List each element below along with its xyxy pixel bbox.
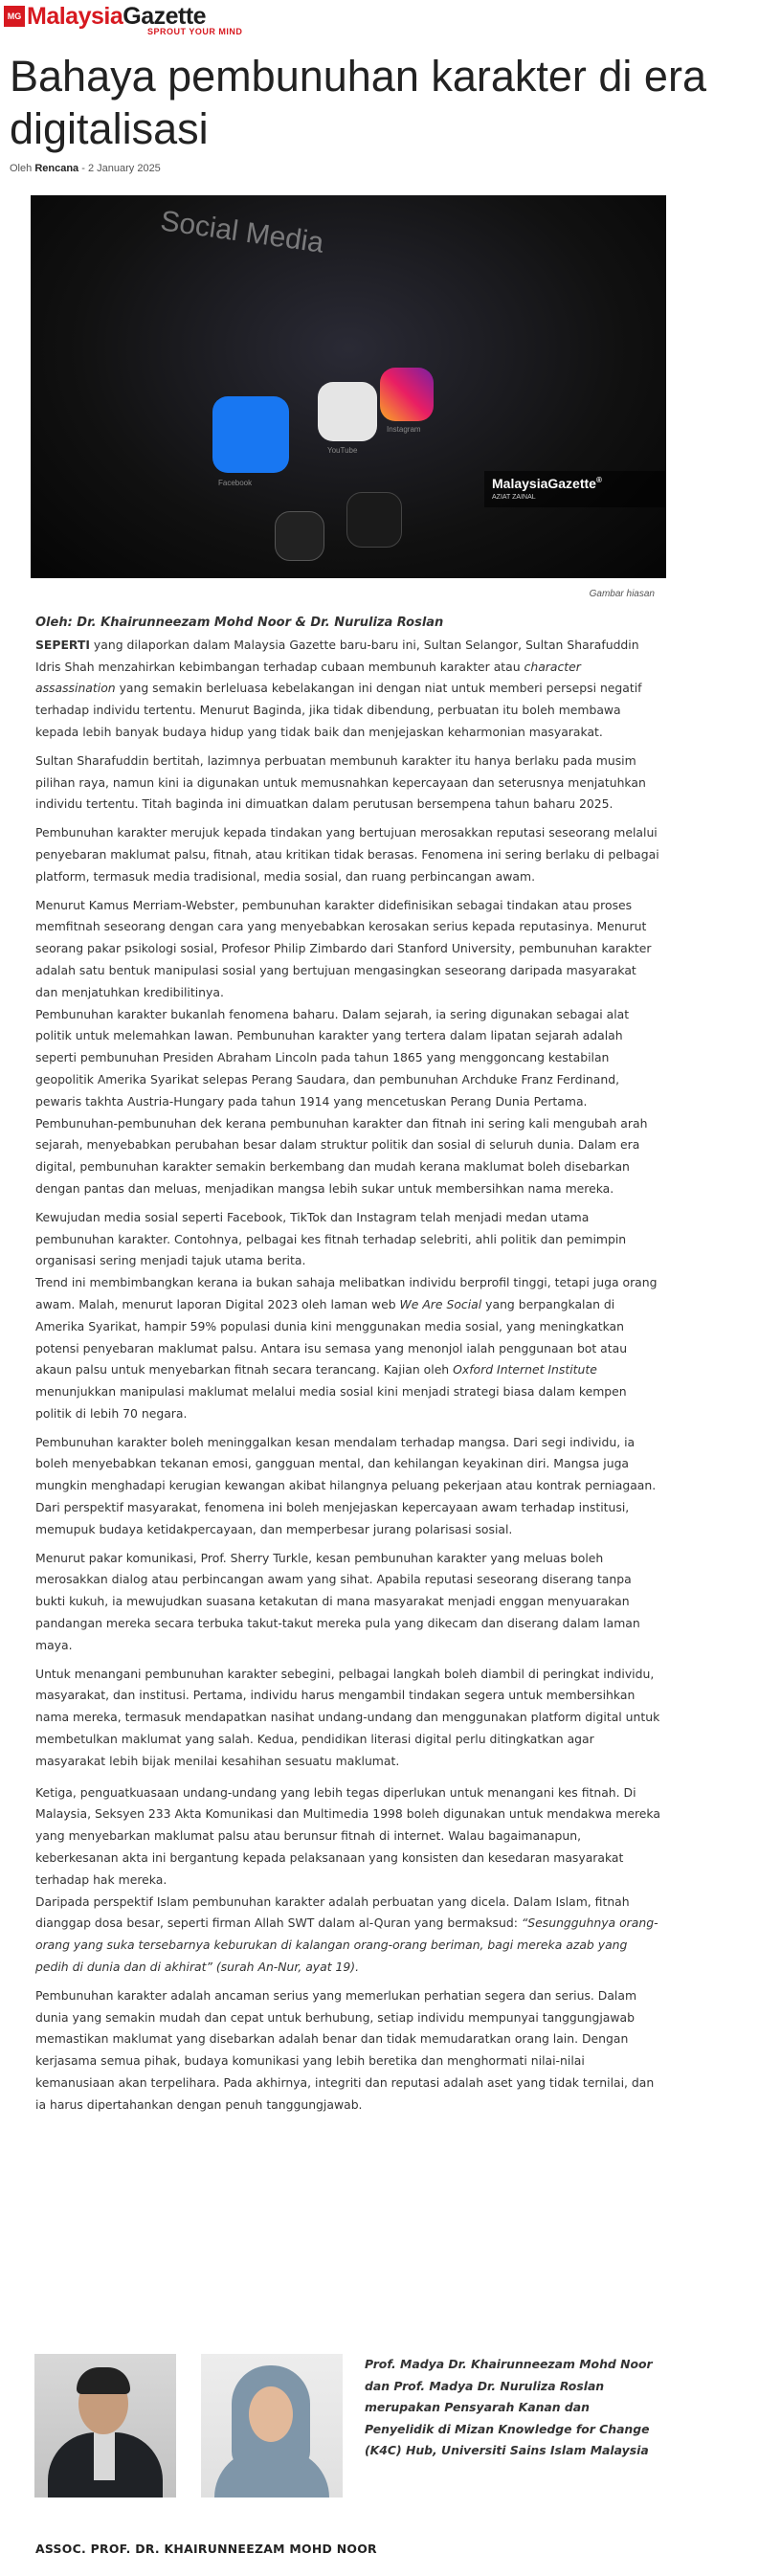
image-caption: Gambar hiasan [589,589,655,599]
site-header [0,0,781,44]
byline-prefix: Oleh [10,163,33,174]
author-photo-khairunneezam [34,2354,176,2498]
site-tagline: SPROUT YOUR MIND [147,27,243,36]
image-watermark [484,471,666,507]
paragraph-7: Kewujudan media sosial seperti Facebook, TikTok dan Instagram telah menjadi medan utama pembunuhan karakter. Contohnya, pelbagai kes fitnah terhadap selebriti, ahli politik dan pemimpin organisasi sering menjadi tajuk utama berita. [35,1209,627,1268]
byline-date: 2 January 2025 [87,163,161,174]
author-bio: Prof. Madya Dr. Khairunneezam Mohd Noor dan Prof. Madya Dr. Nuruliza Roslan merupakan Pensyarah Kanan dan Penyelidik di Mizan Knowledge for Change (K4C) Hub, Universiti Sains Islam Malaysia [365,2357,653,2457]
logo-part-1: Malaysia [27,3,123,30]
paragraph-10: Menurut pakar komunikasi, Prof. Sherry Turkle, kesan pembunuhan karakter yang meluas boleh merosakkan dialog atau perbincangan awam yang sihat. Apabila reputasi seseorang diserang tanpa bukti kukuh, ia mewujudkan suasana ketakutan di mana masyarakat menjadi enggan menyuarakan pandangan mereka secara terbuka takut-takut mereka pula yang dikecam dan diserang dalam laman maya. [35,1550,640,1652]
paragraph-3: Pembunuhan karakter merujuk kepada tindakan yang bertujuan merosakkan reputasi seseorang melalui penyebaran maklumat palsu, fitnah, atau kritikan tidak berasas. Fenomena ini sering berlaku di pelbagai platform, termasuk media tradisional, media sosial, dan ruang perbincangan awam. [35,825,659,884]
logo-mark-icon: MG [4,6,25,27]
byline-separator: - [81,163,85,174]
paragraph-13: Daripada perspektif Islam pembunuhan karakter adalah perbuatan yang dicela. Dalam Islam, fitnah dianggap dosa besar, seperti firman Allah SWT dalam al-Quran yang bermaksud: “Sesungguhnya orang-orang yang suka tersebarnya keburukan di kalangan orang-orang beriman, bagi mereka azab yang pedih di dunia dan di akhirat” (surah An-Nur, ayat 19). [35,1893,658,1975]
logo-wordmark [27,4,206,29]
site-logo[interactable] [4,4,206,29]
paragraph-14: Pembunuhan karakter adalah ancaman serius yang memerlukan perhatian segera dan serius. Dalam dunia yang semakin mudah dan cepat untuk berhubung, setiap individu mempunyai tanggungjawab memastikan maklumat yang disebarkan adalah benar dan tidak memudaratkan orang lain. Dengan kerjasama semua pihak, budaya komunikasi yang lebih beretika dan menghormati nilai-nilai kemanusiaan akan terpelihara. Pada akhirnya, integriti dan reputasi adalah aset yang tidak ternilai, dan ia harus dipertahankan dengan penuh tanggungjawab. [35,1987,655,2112]
paragraph-8: Trend ini membimbangkan kerana ia bukan sahaja melibatkan individu berprofil tinggi, tetapi juga orang awam. Malah, menurut laporan Digital 2023 oleh laman web We Are Social yang berpangkalan di Amerika Syarikat, hampir 59% populasi dunia kini menggunakan media sosial, yang meningkatkan potensi penyebaran maklumat palsu. Antara isu semasa yang menonjol ialah penggunaan bot atau akaun palsu untuk menyebarkan fitnah secara terancang. Kajian oleh Oxford Internet Institute menunjukkan manipulasi maklumat melalui media sosial kini menjadi strategi biasa dalam kempen politik di lebih 70 negara. [35,1275,658,1421]
article-title: Bahaya pembunuhan karakter di era digitalisasi [10,52,706,153]
logo-part-2: Gazette [123,3,207,30]
paragraph-2: Sultan Sharafuddin bertitah, lazimnya perbuatan membunuh karakter itu hanya berlaku pada musim pilihan raya, namun kini ia digunakan untuk memusnahkan kepercayaan dan seterusnya menjatuhkan individu tertentu. Titah baginda ini dimuatkan dalam perutusan bersempena tahun baharu 2025. [35,752,646,812]
facebook-label: Facebook [218,479,253,487]
photo-hair-shape [77,2367,130,2394]
paragraph-12: Ketiga, penguatkuasaan undang-undang yang lebih tegas diperlukan untuk menangani kes fitnah. Di Malaysia, Seksyen 233 Akta Komunikasi dan Multimedia 1998 boleh digunakan untuk mendakwa mereka yang menyebarkan maklumat palsu atau berunsur fitnah di internet. Walau bagaimanapun, keberkesanan akta ini bergantung kepada pelaksanaan yang konsisten dan kesedaran masyarakat terhadap hak mereka. [35,1784,660,1887]
youtube-app-icon [318,382,377,441]
watermark-title: MalaysiaGazette® [492,476,602,491]
image-scene-text: Social Media [158,205,326,259]
threads-app-icon [346,492,402,548]
photo-face-shape [249,2386,293,2442]
instagram-app-icon [380,368,434,421]
article-body [35,613,661,2117]
byline-author-link[interactable]: Rencana [34,163,79,174]
instagram-label: Instagram [387,425,421,434]
paragraph-11: Untuk menangani pembunuhan karakter sebegini, pelbagai langkah boleh diambil di peringkat individu, masyarakat, dan institusi. Pertama, individu harus mengambil tindakan segera untuk membersihkan nama mereka, termasuk mendapatkan nasihat undang-undang dan menggunakan platform digital untuk membetulkan maklumat yang salah. Kedua, pendidikan literasi digital perlu ditingkatkan agar masyarakat lebih bijak menilai kesahihan sesuatu maklumat. [35,1666,660,1768]
authors-line: Oleh: Dr. Khairunneezam Mohd Noor & Dr. Nuruliza Roslan [35,616,444,630]
watermark-credit: AZIAT ZAINAL [492,494,536,501]
paragraph-9: Pembunuhan karakter boleh meninggalkan kesan mendalam terhadap mangsa. Dari segi individu, ia boleh menyebabkan tekanan emosi, gangguan mental, dan kehilangan keyakinan diri. Mangsa juga mungkin menghadapi kerugian kewangan akibat hilangnya peluang pekerjaan atau kontrak perniagaan. Dari perspektif masyarakat, fenomena ini boleh menjejaskan kepercayaan awam terhadap institusi, memupuk budaya ketidakpercayaan, dan memperbesar jurang polarisasi sosial. [35,1434,657,1536]
youtube-label: YouTube [327,446,358,455]
x-app-icon [275,511,324,561]
paragraph-4: Menurut Kamus Merriam-Webster, pembunuhan karakter didefinisikan sebagai tindakan atau proses memfitnah seseorang dengan cara yang menyebabkan kerosakan serius kepada reputasinya. Menurut seorang pakar psikologi sosial, Profesor Philip Zimbardo dari Stanford University, pembunuhan karakter adalah satu bentuk manipulasi sosial yang bertujuan mengasingkan seseorang daripada masyarakat dan menjatuhkan kredibilitinya. [35,897,652,999]
paragraph-5: Pembunuhan karakter bukanlah fenomena baharu. Dalam sejarah, ia sering digunakan sebagai alat politik untuk melemahkan lawan. Pembunuhan karakter yang tertera dalam lipatan sejarah adalah seperti pembunuhan Presiden Abraham Lincoln pada tahun 1865 yang menggoncang kestabilan geopolitik Amerika Syarikat selepas Perang Saudara, dan pembunuhan Archduke Franz Ferdinand, pewaris takhta Austria-Hungary pada tahun 1914 yang mencetuskan Perang Dunia Pertama. [35,1006,630,1109]
paragraph-1: SEPERTI yang dilaporkan dalam Malaysia Gazette baru-baru ini, Sultan Selangor, Sultan Sharafuddin Idris Shah menzahirkan kebimbangan terhadap cubaan membunuh karakter atau character assassination yang semakin berleluasa kebelakangan ini dengan niat untuk memberi persepsi negatif terhadap individu tertentu. Menurut Baginda, jika tidak dibendung, perbuatan itu boleh membawa kepada lebih banyak budaya hidup yang tidak baik dan menjejaskan keharmonian masyarakat. [35,637,642,739]
paragraph-6: Pembunuhan-pembunuhan dek kerana pembunuhan karakter dan fitnah ini sering kali mengubah arah sejarah, menyebabkan perubahan besar dalam struktur politik dan sosial di seluruh dunia. Dalam era digital, pembunuhan karakter semakin berkembang dan mudah kerana maklumat boleh disebarkan dengan pantas dan meluas, menjadikan mangsa lebih sukar untuk membersihkan nama mereka. [35,1115,648,1196]
article-byline [10,163,161,174]
author-photo-nuruliza [201,2354,343,2498]
featured-image [31,195,666,578]
author-name-caption: ASSOC. PROF. DR. KHAIRUNNEEZAM MOHD NOOR [35,2542,377,2556]
lead-word: SEPERTI [35,637,90,652]
photo-shirt-shape [94,2432,115,2480]
facebook-app-icon [212,396,289,473]
